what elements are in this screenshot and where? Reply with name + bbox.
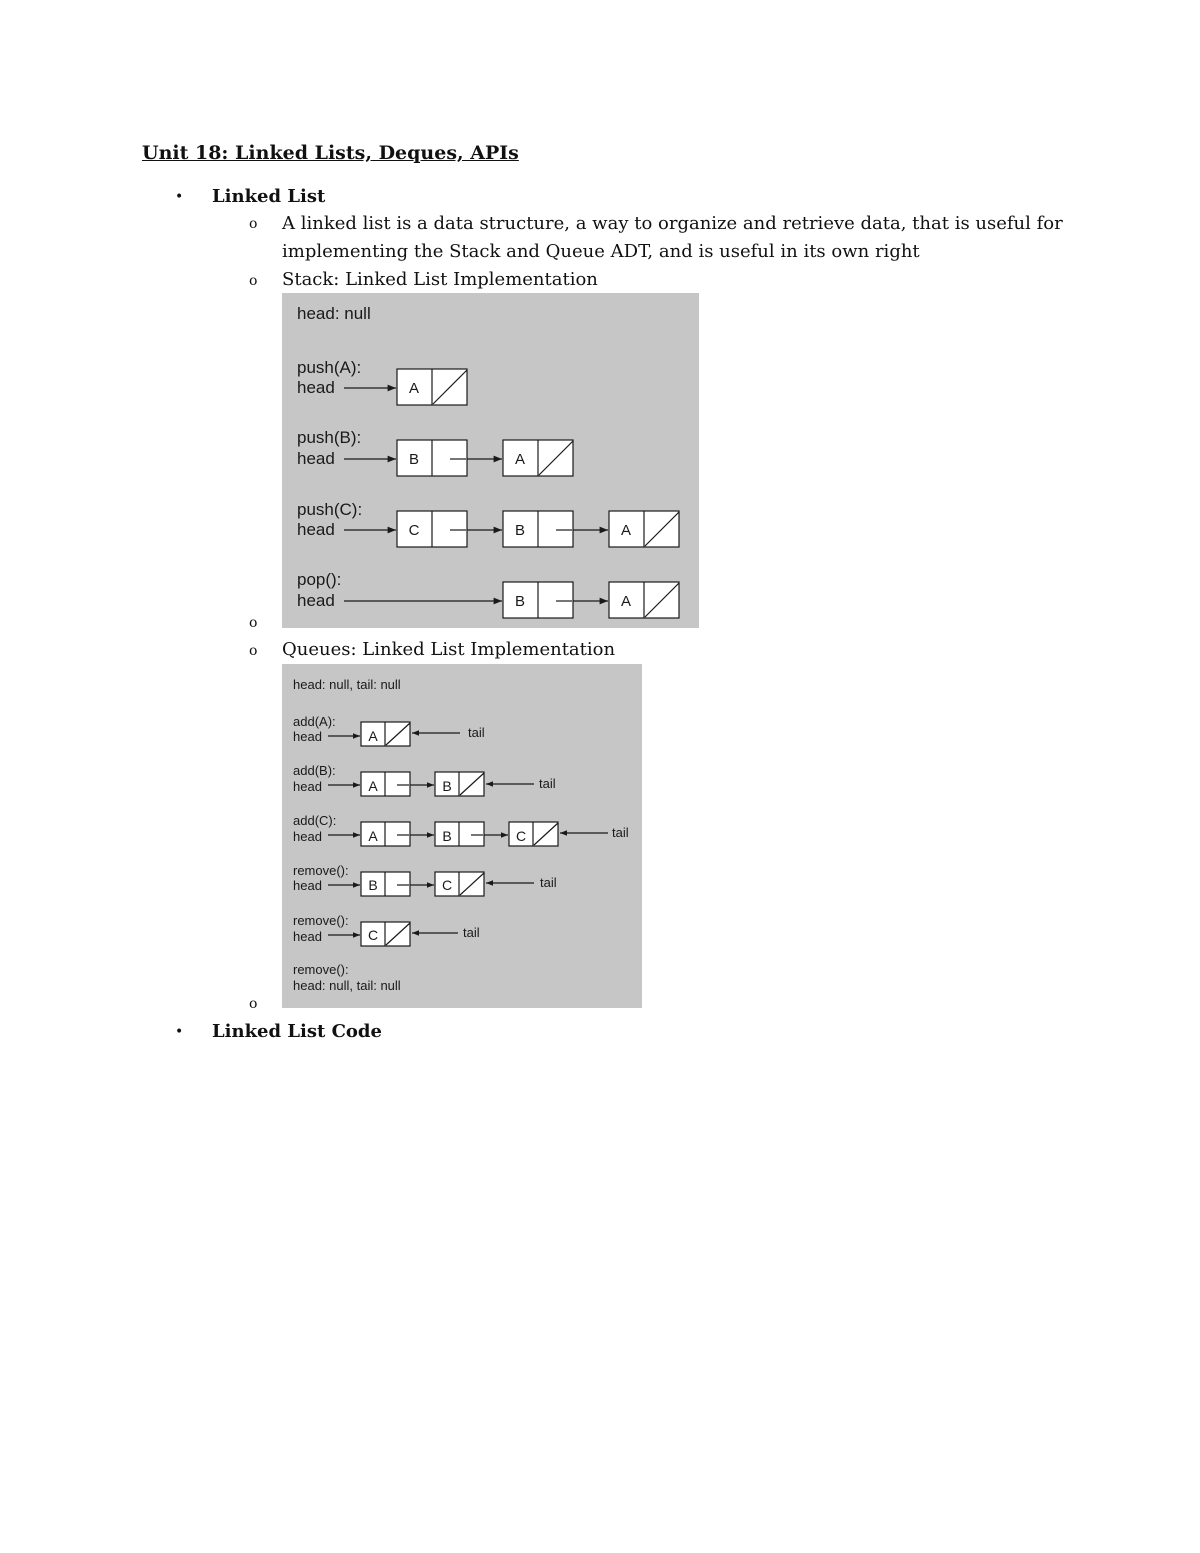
op-label-push-c: push(C):	[297, 500, 363, 519]
op-label-push-b: push(B):	[297, 428, 362, 447]
stack-diagram	[282, 293, 699, 628]
node-value: B	[514, 593, 526, 610]
sub-bullet-marker: o	[249, 273, 258, 289]
head-label: head	[297, 378, 335, 397]
node-value: B	[442, 828, 452, 844]
queue-initial-label: head: null, tail: null	[293, 677, 401, 692]
node-value: A	[620, 593, 632, 610]
head-label: head	[297, 591, 335, 610]
op-label-remove-3: remove():	[293, 962, 349, 977]
op-label-remove-1: remove():	[293, 863, 349, 878]
stack-figure	[282, 293, 699, 628]
queue-figure	[282, 664, 642, 1008]
head-label: head	[297, 520, 335, 539]
head-label: head	[293, 929, 322, 944]
node-value: A	[368, 778, 378, 794]
node-value: B	[514, 522, 526, 539]
list-node	[503, 440, 573, 476]
list-node	[397, 440, 467, 476]
list-node	[397, 369, 467, 405]
node-value: A	[408, 380, 420, 397]
list-node	[609, 511, 679, 547]
node-value: A	[514, 451, 526, 468]
stack-heading: Stack: Linked List Implementation	[282, 269, 598, 290]
bullet-marker: •	[175, 189, 184, 205]
tail-label: tail	[539, 776, 556, 791]
intro-text-line1: A linked list is a data structure, a way to organize and retrieve data, that is useful for	[282, 213, 1063, 234]
sub-bullet-marker: o	[249, 216, 258, 232]
node-value: A	[368, 728, 378, 744]
op-label-add-c: add(C):	[293, 813, 337, 828]
tail-label: tail	[463, 925, 480, 940]
bullet-marker: •	[175, 1024, 184, 1040]
node-value: C	[367, 927, 379, 943]
section-heading-linked-list: Linked List	[212, 186, 326, 207]
tail-label: tail	[612, 825, 629, 840]
sub-bullet-marker: o	[249, 643, 258, 659]
sub-bullet-marker: o	[249, 996, 258, 1012]
op-label-push-a: push(A):	[297, 358, 362, 377]
list-node	[397, 511, 467, 547]
op-label-pop: pop():	[297, 570, 342, 589]
head-label: head	[297, 449, 335, 468]
op-label-remove-2: remove():	[293, 913, 349, 928]
page-title: Unit 18: Linked Lists, Deques, APIs	[142, 142, 519, 164]
stack-initial-label: head: null	[297, 304, 371, 323]
queue-diagram	[282, 664, 642, 1008]
intro-text-line2: implementing the Stack and Queue ADT, and is useful in its own right	[282, 241, 920, 262]
head-label: head	[293, 779, 322, 794]
list-node	[503, 582, 573, 618]
section-heading-linked-list-code: Linked List Code	[212, 1021, 382, 1042]
tail-label: tail	[468, 725, 485, 740]
op-label-add-a: add(A):	[293, 714, 336, 729]
node-value: A	[620, 522, 632, 539]
op-label-add-b: add(B):	[293, 763, 336, 778]
sub-bullet-marker: o	[249, 615, 258, 631]
node-value: A	[368, 828, 378, 844]
node-value: B	[442, 778, 452, 794]
head-label: head	[293, 729, 322, 744]
head-label: head	[293, 829, 322, 844]
list-node	[503, 511, 573, 547]
node-value: B	[408, 451, 420, 468]
list-node	[609, 582, 679, 618]
queue-heading: Queues: Linked List Implementation	[282, 639, 616, 660]
node-value: C	[441, 877, 453, 893]
node-value: B	[368, 877, 378, 893]
node-value: C	[408, 522, 420, 539]
node-value: C	[515, 828, 527, 844]
tail-label: tail	[540, 875, 557, 890]
head-label: head	[293, 878, 322, 893]
queue-final-label: head: null, tail: null	[293, 978, 401, 993]
